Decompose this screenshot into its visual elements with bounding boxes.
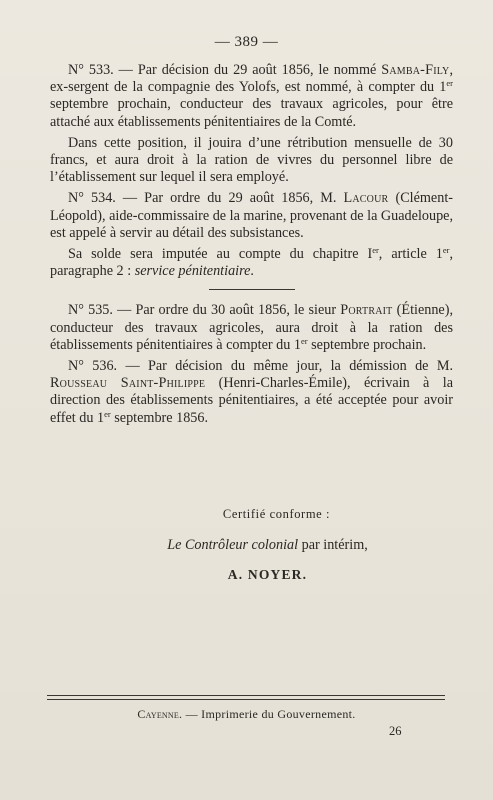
text: N° 533. — Par décision du 29 août 1856, le nommé	[68, 62, 382, 78]
italic-text: Le Contrôleur colonial	[167, 537, 299, 553]
person-name: Rousseau Saint-Philippe	[50, 375, 206, 392]
signature-mark: 26	[389, 724, 402, 738]
paragraph-533	[50, 62, 453, 131]
text: , article 1	[378, 246, 443, 263]
person-name: Portrait	[340, 302, 393, 319]
paragraph-534-continued	[50, 246, 453, 280]
superscript: er	[372, 245, 379, 256]
text: N° 534. — Par ordre du 29 août 1856, M.	[68, 190, 344, 207]
text: (Clément-Léopold), aide-commissaire de la marine, provenant de la Guadeloupe, est appelé à servir au détail des subsistances.	[50, 190, 454, 241]
text: septembre 1856.	[110, 409, 209, 426]
person-name: Samba-Fily	[381, 62, 450, 78]
text: N° 535. — Par ordre du 30 août 1856, le sieur	[68, 302, 341, 319]
page-number: — 389 —	[214, 34, 279, 50]
paragraph-535	[50, 302, 453, 354]
printer-imprint	[0, 707, 493, 722]
text: septembre prochain.	[307, 336, 427, 353]
text: Sa solde sera imputée au compte du chapitre I	[68, 246, 373, 263]
text: par intérim,	[298, 537, 368, 553]
superscript: er	[442, 245, 450, 256]
text: septembre prochain, conducteur des travaux agricoles, pour être attaché aux établissements pénitentiaires de la Comté.	[50, 96, 453, 130]
person-name: Lacour	[343, 190, 389, 207]
paragraph-534	[50, 190, 453, 242]
footer-double-rule	[47, 695, 445, 700]
imprint-city: Cayenne	[137, 707, 179, 721]
text: , paragraphe 2 :	[50, 246, 453, 280]
superscript: er	[300, 335, 308, 346]
section-divider	[209, 289, 295, 290]
certification-line: Certifié conforme :	[222, 507, 331, 521]
signatory-title	[0, 537, 493, 554]
text: .	[250, 263, 254, 280]
paragraph-533-continued: Dans cette position, il jouira d’une rétribution mensuelle de 30 francs, et aura droit à la ration de vivres du personnel libre de l’établissement sur lequel il sera employé.	[50, 134, 453, 186]
text: , ex-sergent de la compagnie des Yolofs, est nommé, à compter du 1	[50, 62, 453, 96]
text: (Étienne), conducteur des travaux agricoles, aura droit à la ration des établissements pénitentiaires à compter du 1	[50, 302, 454, 353]
text: N° 536. — Par décision du même jour, la démission de M.	[68, 358, 453, 375]
text: (Henri-Charles-Émile), écrivain à la direction des établissements pénitentiaires, a été acceptée pour avoir effet du 1	[50, 375, 453, 426]
superscript: er	[104, 408, 111, 419]
superscript: er	[446, 78, 453, 89]
document-body	[50, 62, 453, 431]
signatory-name: A. NOYER.	[227, 567, 308, 582]
imprint-text: . — Imprimerie du Gouvernement.	[178, 707, 356, 721]
paragraph-536	[50, 358, 453, 427]
italic-text: service pénitentiaire	[134, 263, 251, 280]
